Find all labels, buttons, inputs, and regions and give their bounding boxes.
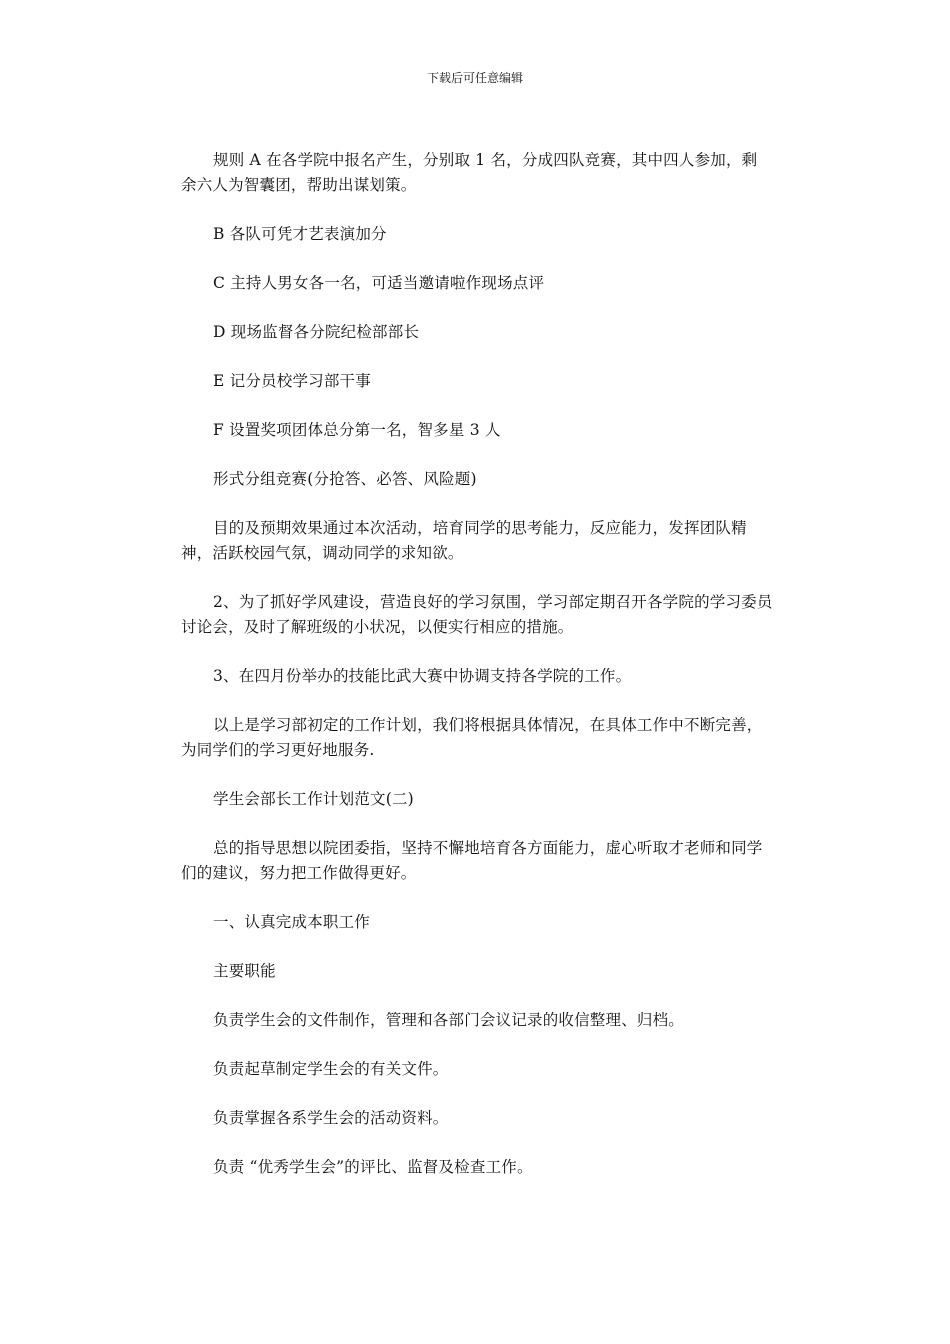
paragraph-rule-c: C 主持人男女各一名，可适当邀请啦作现场点评 [213,274,545,292]
paragraph-rule-f: F 设置奖项团体总分第一名，智多星 3 人 [213,421,501,439]
paragraph-format: 形式分组竞赛(分抢答、必答、风险题) [213,470,477,488]
download-note: 下载后可任意编辑 [426,71,523,85]
paragraph-duty-2: 负责起草制定学生会的有关文件。 [213,1060,449,1078]
paragraph-item-3: 3、在四月份举办的技能比武大赛中协调支持各学院的工作。 [213,667,632,685]
paragraph-summary: 以上是学习部初定的工作计划，我们将根据具体情况，在具体工作中不断完善，为同学们的学习更好地服务. [181,716,763,759]
paragraph-duty-4: 负责 “优秀学生会”的评比、监督及检查工作。 [213,1158,533,1176]
paragraph-guiding-idea: 总的指导思想以院团委指，坚持不懈地培育各方面能力，虚心听取才老师和同学们的建议，努力把工作做得更好。 [181,839,763,882]
paragraph-item-2: 2、为了抓好学风建设，营造良好的学习氛围，学习部定期召开各学院的学习委员讨论会，及时了解班级的小状况，以便实行相应的措施。 [181,593,773,636]
paragraph-rule-e: E 记分员校学习部干事 [213,372,371,390]
heading-main-functions: 主要职能 [213,962,276,980]
paragraph-rule-d: D 现场监督各分院纪检部部长 [213,323,420,341]
paragraph-purpose: 目的及预期效果通过本次活动，培育同学的思考能力，反应能力，发挥团队精神，活跃校园气氛，调动同学的求知欲。 [181,519,747,562]
heading-section-one: 一、认真完成本职工作 [213,913,371,931]
paragraph-duty-3: 负责掌握各系学生会的活动资料。 [213,1109,449,1127]
paragraph-rule-b: B 各队可凭才艺表演加分 [213,225,387,243]
document-body [181,148,773,1204]
paragraph-rules-a: 规则 A 在各学院中报名产生，分别取 1 名，分成四队竞赛，其中四人参加，剩余六人为智囊团，帮助出谋划策。 [181,151,758,194]
section-title-sample-two: 学生会部长工作计划范文(二) [213,790,414,808]
paragraph-duty-1: 负责学生会的文件制作，管理和各部门会议记录的收信整理、归档。 [213,1011,685,1029]
